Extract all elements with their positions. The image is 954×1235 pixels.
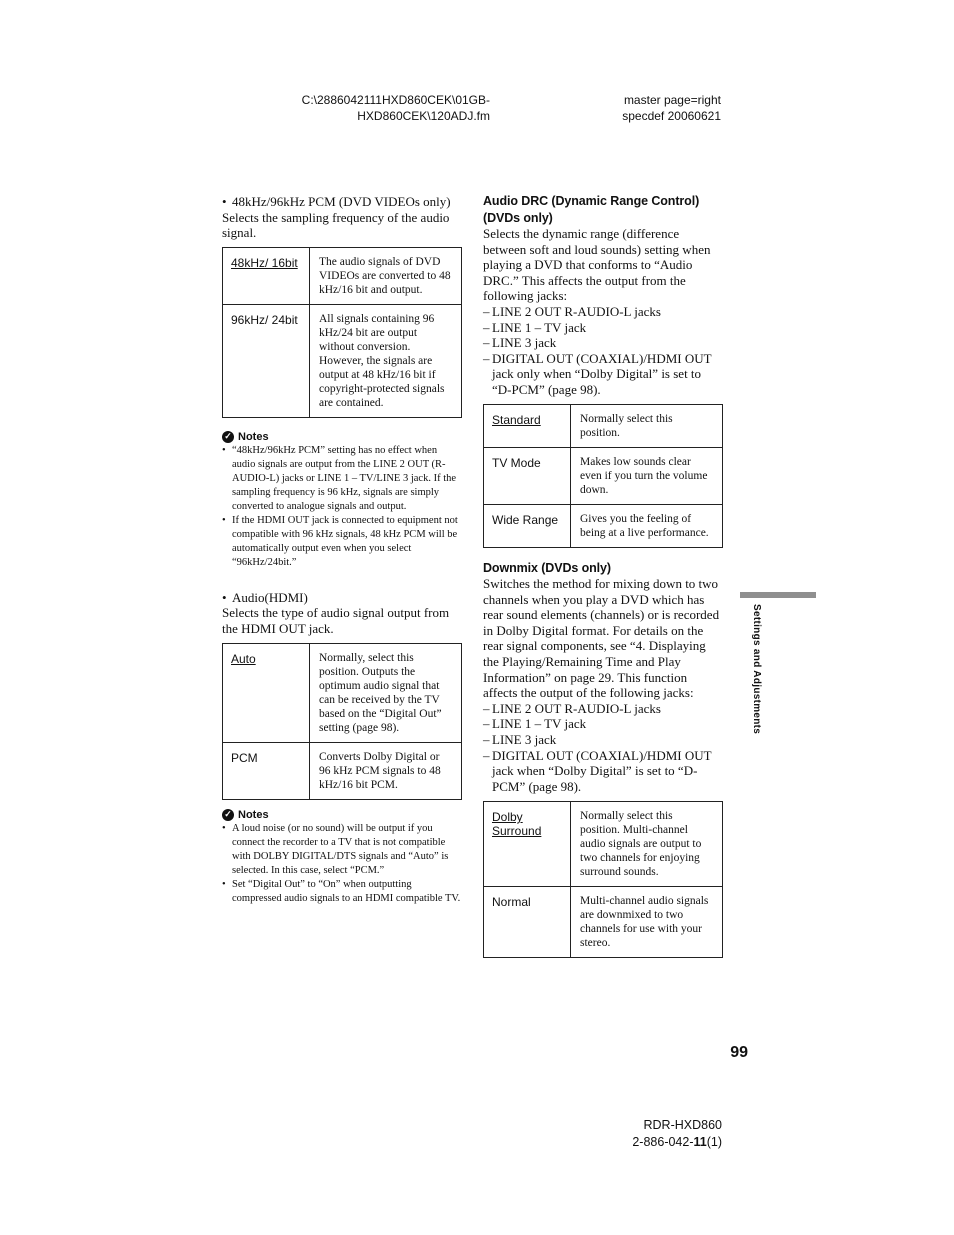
pcm-setting-description: Selects the sampling frequency of the audio signal. xyxy=(222,209,450,241)
list-item: – LINE 2 OUT R-AUDIO-L jacks xyxy=(483,700,661,716)
table-row xyxy=(223,643,462,742)
page-number: 99 xyxy=(730,1044,748,1061)
audio-drc-options-table xyxy=(483,404,723,548)
table-row xyxy=(484,504,723,547)
notes-icon: ✓ xyxy=(222,809,234,821)
notes-section xyxy=(222,808,462,906)
list-item: – LINE 2 OUT R-AUDIO-L jacks xyxy=(483,303,661,319)
table-row xyxy=(484,802,723,887)
table-row xyxy=(484,447,723,504)
option-key: Wide Range xyxy=(484,504,571,547)
file-path-line-1: C:\2886042111HXD860CEK\01GB- xyxy=(301,93,490,107)
file-path-line-2: HXD860CEK\120ADJ.fm xyxy=(357,109,490,123)
list-item: – DIGITAL OUT (COAXIAL)/HDMI OUT jack when “Dolby Digital” is set to “D-PCM” (page 98). xyxy=(483,747,712,794)
notes-list xyxy=(222,444,462,570)
option-description: Normally select this position. Multi-channel audio signals are output to two channels for enjoying surround sounds. xyxy=(571,802,723,887)
right-column xyxy=(483,193,723,958)
downmix-jack-list xyxy=(483,701,723,795)
audio-drc-heading: Audio DRC (Dynamic Range Control) (DVDs only) xyxy=(483,194,700,225)
left-column xyxy=(222,194,462,906)
list-item: – LINE 3 jack xyxy=(483,731,557,747)
notes-heading: ✓ Notes xyxy=(222,430,462,444)
file-path xyxy=(270,92,490,124)
table-row xyxy=(223,247,462,304)
list-item: • Set “Digital Out” to “On” when outputting compressed audio signals to an HDMI compatible TV. xyxy=(222,878,462,906)
option-key: Auto xyxy=(223,643,310,742)
option-description: Multi-channel audio signals are downmixed to two channels for use with your stereo. xyxy=(571,887,723,958)
pcm-options-table xyxy=(222,247,462,418)
master-page-line: master page=right xyxy=(623,93,721,107)
hdmi-options-table xyxy=(222,643,462,800)
downmix-description: Switches the method for mixing down to two channels when you play a DVD which has rear sound elements (channels) or is recorded in Dolby Digital format. For details on the rear signal components, see “4. Displaying the Playing/Remaining Time and Play Information” on page 29. This function affects the output of the following jacks: xyxy=(483,576,720,701)
option-description: All signals containing 96 kHz/24 bit are output without conversion. However, the signals are output at 48 kHz/16 bit if copyright-protected signals are contained. xyxy=(310,304,462,417)
option-description: The audio signals of DVD VIDEOs are converted to 48 kHz/16 bit and output. xyxy=(310,247,462,304)
table-row xyxy=(223,304,462,417)
list-item: – LINE 1 – TV jack xyxy=(483,319,587,335)
option-key: 48kHz/ 16bit xyxy=(223,247,310,304)
list-item: – DIGITAL OUT (COAXIAL)/HDMI OUT jack only when “Dolby Digital” is set to “D-PCM” (page 98). xyxy=(483,350,712,397)
option-key: 96kHz/ 24bit xyxy=(223,304,310,417)
notes-heading: ✓ Notes xyxy=(222,808,462,822)
option-description: Converts Dolby Digital or 96 kHz PCM signals to 48 kHz/16 bit PCM. xyxy=(310,742,462,799)
master-page-info xyxy=(600,92,721,124)
table-row xyxy=(484,887,723,958)
section-tab-label: Settings and Adjustments xyxy=(751,604,762,735)
model-number: RDR-HXD860 xyxy=(643,1118,722,1132)
notes-list xyxy=(222,822,462,906)
specdef-line: specdef 20060621 xyxy=(622,109,721,123)
table-row xyxy=(223,742,462,799)
hdmi-setting-description: Selects the type of audio signal output from the HDMI OUT jack. xyxy=(222,605,450,636)
list-item: – LINE 1 – TV jack xyxy=(483,716,587,732)
option-key: Normal xyxy=(484,887,571,958)
option-key: PCM xyxy=(223,742,310,799)
option-key: Standard xyxy=(484,404,571,447)
list-item: • If the HDMI OUT jack is connected to equipment not compatible with 96 kHz signals, 48 kHz PCM will be automatically output even when you select “96kHz/24bit.” xyxy=(222,514,462,570)
downmix-options-table xyxy=(483,801,723,958)
audio-drc-jack-list xyxy=(483,304,723,398)
notes-icon: ✓ xyxy=(222,431,234,443)
hdmi-setting-bullet: • Audio(HDMI) xyxy=(222,589,308,605)
list-item: • A loud noise (or no sound) will be output if you connect the recorder to a TV that is not compatible with DOLBY DIGITAL/DTS signals and “Auto” is selected. In this case, select “PCM.” xyxy=(222,822,462,878)
option-description: Makes low sounds clear even if you turn the volume down. xyxy=(571,447,723,504)
option-description: Normally select this position. xyxy=(571,404,723,447)
list-item: • “48kHz/96kHz PCM” setting has no effect when audio signals are output from the LINE 2 OUT (R-AUDIO-L) jacks or LINE 1 – TV/LINE 3 jack. If the sampling frequency is 96 kHz, signals are simply converted to analogue signals and output. xyxy=(222,444,462,514)
section-tab-bar xyxy=(740,592,816,598)
pcm-setting-bullet: • 48kHz/96kHz PCM (DVD VIDEOs only) xyxy=(222,194,451,209)
option-description: Normally, select this position. Outputs the optimum audio signal that can be received by the TV based on the “Digital Out” setting (page 98). xyxy=(310,643,462,742)
option-key: TV Mode xyxy=(484,447,571,504)
table-row xyxy=(484,404,723,447)
document-code: 2-886-042-11(1) xyxy=(632,1135,722,1149)
audio-drc-description: Selects the dynamic range (difference between soft and loud sounds) setting when playing a DVD that conforms to “Audio DRC.” This affects the output from the following jacks: xyxy=(483,226,711,304)
footer xyxy=(560,1117,722,1151)
list-item: – LINE 3 jack xyxy=(483,335,557,351)
option-description: Gives you the feeling of being at a live performance. xyxy=(571,504,723,547)
notes-section xyxy=(222,430,462,570)
downmix-heading: Downmix (DVDs only) xyxy=(483,560,611,575)
option-key: Dolby Surround xyxy=(484,802,571,887)
